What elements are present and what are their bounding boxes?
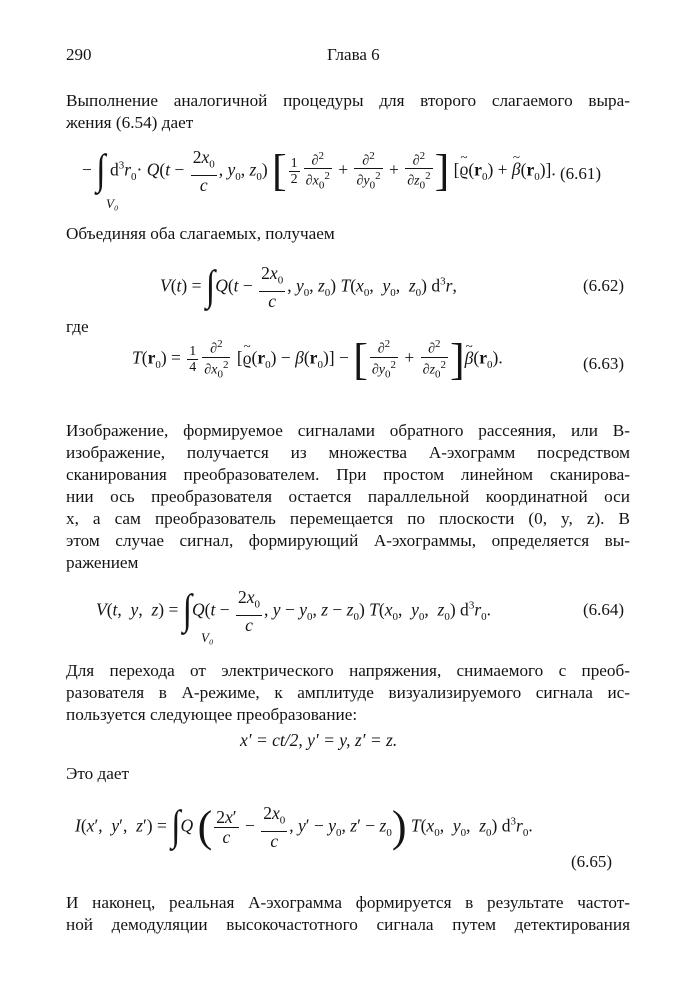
running-head: Глава 6 (327, 45, 380, 64)
integral-limit: V₀ (106, 196, 119, 211)
text-line: Изображение, формируемое сигналами обратного рассеяния, или В- (66, 421, 630, 440)
equation-6-62: V(t) = ∫Q(t − $\frac{2x_0}{c}$ , $y_0$, $z_0$) $T(x_0$, $y_0$, $z_0$) $d^3r$, (160, 263, 457, 311)
voltage-paragraph (66, 660, 630, 726)
equation-number: (6.61) (560, 164, 602, 183)
text-line: И наконец, реальная А-эхограмма формируется в результате частот- (66, 893, 630, 912)
text-line: разователя в А-режиме, к амплитуде визуализируемого сигнала ис- (66, 683, 630, 702)
integral-limit: V₀ (201, 630, 214, 645)
final-paragraph (66, 892, 630, 936)
where-text: где (66, 317, 89, 336)
text-line: x, а сам преобразователь перемещается по плоскости (0, y, z). В (66, 509, 630, 528)
bscan-paragraph (66, 420, 630, 574)
equation-6-63: $T(r_0)$ = $\frac{1}{4}$ $\frac{\partial^2}{\partial x_0^2}$ [~ $ϱ(r_0) - \beta(r_0)$] − [ $\frac{\partial^2}{\partial y_0^2}$ + $\frac{\partial^2}{\partial z_0^2}$ ]~ $\beta(r_0)$. (132, 337, 503, 382)
equation-6-65: I(x′, y′, z′) = ∫Q ( $\frac{2x'}{c}$ − $\frac{2x_0}{c}$ , $y' - y_0$, $z' - z_0$) $T(x_0$, $y_0$, $z_0$) $d^3r_0$. (75, 802, 533, 852)
equation-number: (6.63) (583, 354, 625, 373)
text-line: пользуется следующее преобразование: (66, 705, 358, 724)
equation-number: (6.64) (583, 600, 625, 619)
equation-number: (6.65) (571, 852, 613, 871)
intro-paragraph (66, 90, 630, 134)
text-line: ной демодуляции высокочастотного сигнала путем детектирования (66, 915, 630, 934)
text-line: нии ось преобразователя остается параллельной координатной оси (66, 487, 630, 506)
this-gives-text: Это дает (66, 764, 130, 783)
transform-equation: x′ = ct/2, y′ = y, z′ = z. (240, 730, 398, 750)
text-line: изображение, получается из множества А-эхограмм посредством (66, 443, 630, 462)
text-line: Для перехода от электрического напряжения, снимаемого с преоб- (66, 661, 630, 680)
text-line: этом случае сигнал, формирующий A-эхограммы, определяется вы- (66, 531, 630, 550)
equation-number: (6.62) (583, 276, 625, 295)
page-number: 290 (66, 45, 92, 64)
equation-6-61: − ∫ $d^3r_0\cdot Q(t$ − $\frac{2x_0}{c}$ , $y_0$, $z_0$) [ $\frac{1}{2}$ $\frac{\partial^2}{\partial x_0^2}$ + $\frac{\partial^2}{\partial y_0^2}$ + $\frac{\partial^2}{\partial z_0^2}$ ] [~ $ϱ(r_0)$ + ~ $\beta(r_0)$]. (82, 148, 556, 195)
text-line: жения (6.54) дает (66, 113, 194, 132)
equation-6-64: V(t, y, z) = ∫Q(t − $\frac{2x_0}{c}$ , $y - y_0$, $z - z_0$) $T(x_0$, $y_0$, $z_0$) $d^3r_0$. (96, 587, 491, 635)
combine-text: Объединяя оба слагаемых, получаем (66, 224, 335, 243)
text-line: ражением (66, 553, 139, 572)
text-line: Выполнение аналогичной процедуры для второго слагаемого выра- (66, 91, 630, 110)
text-line: сканирования преобразователем. При простом линейном сканирова- (66, 465, 630, 484)
